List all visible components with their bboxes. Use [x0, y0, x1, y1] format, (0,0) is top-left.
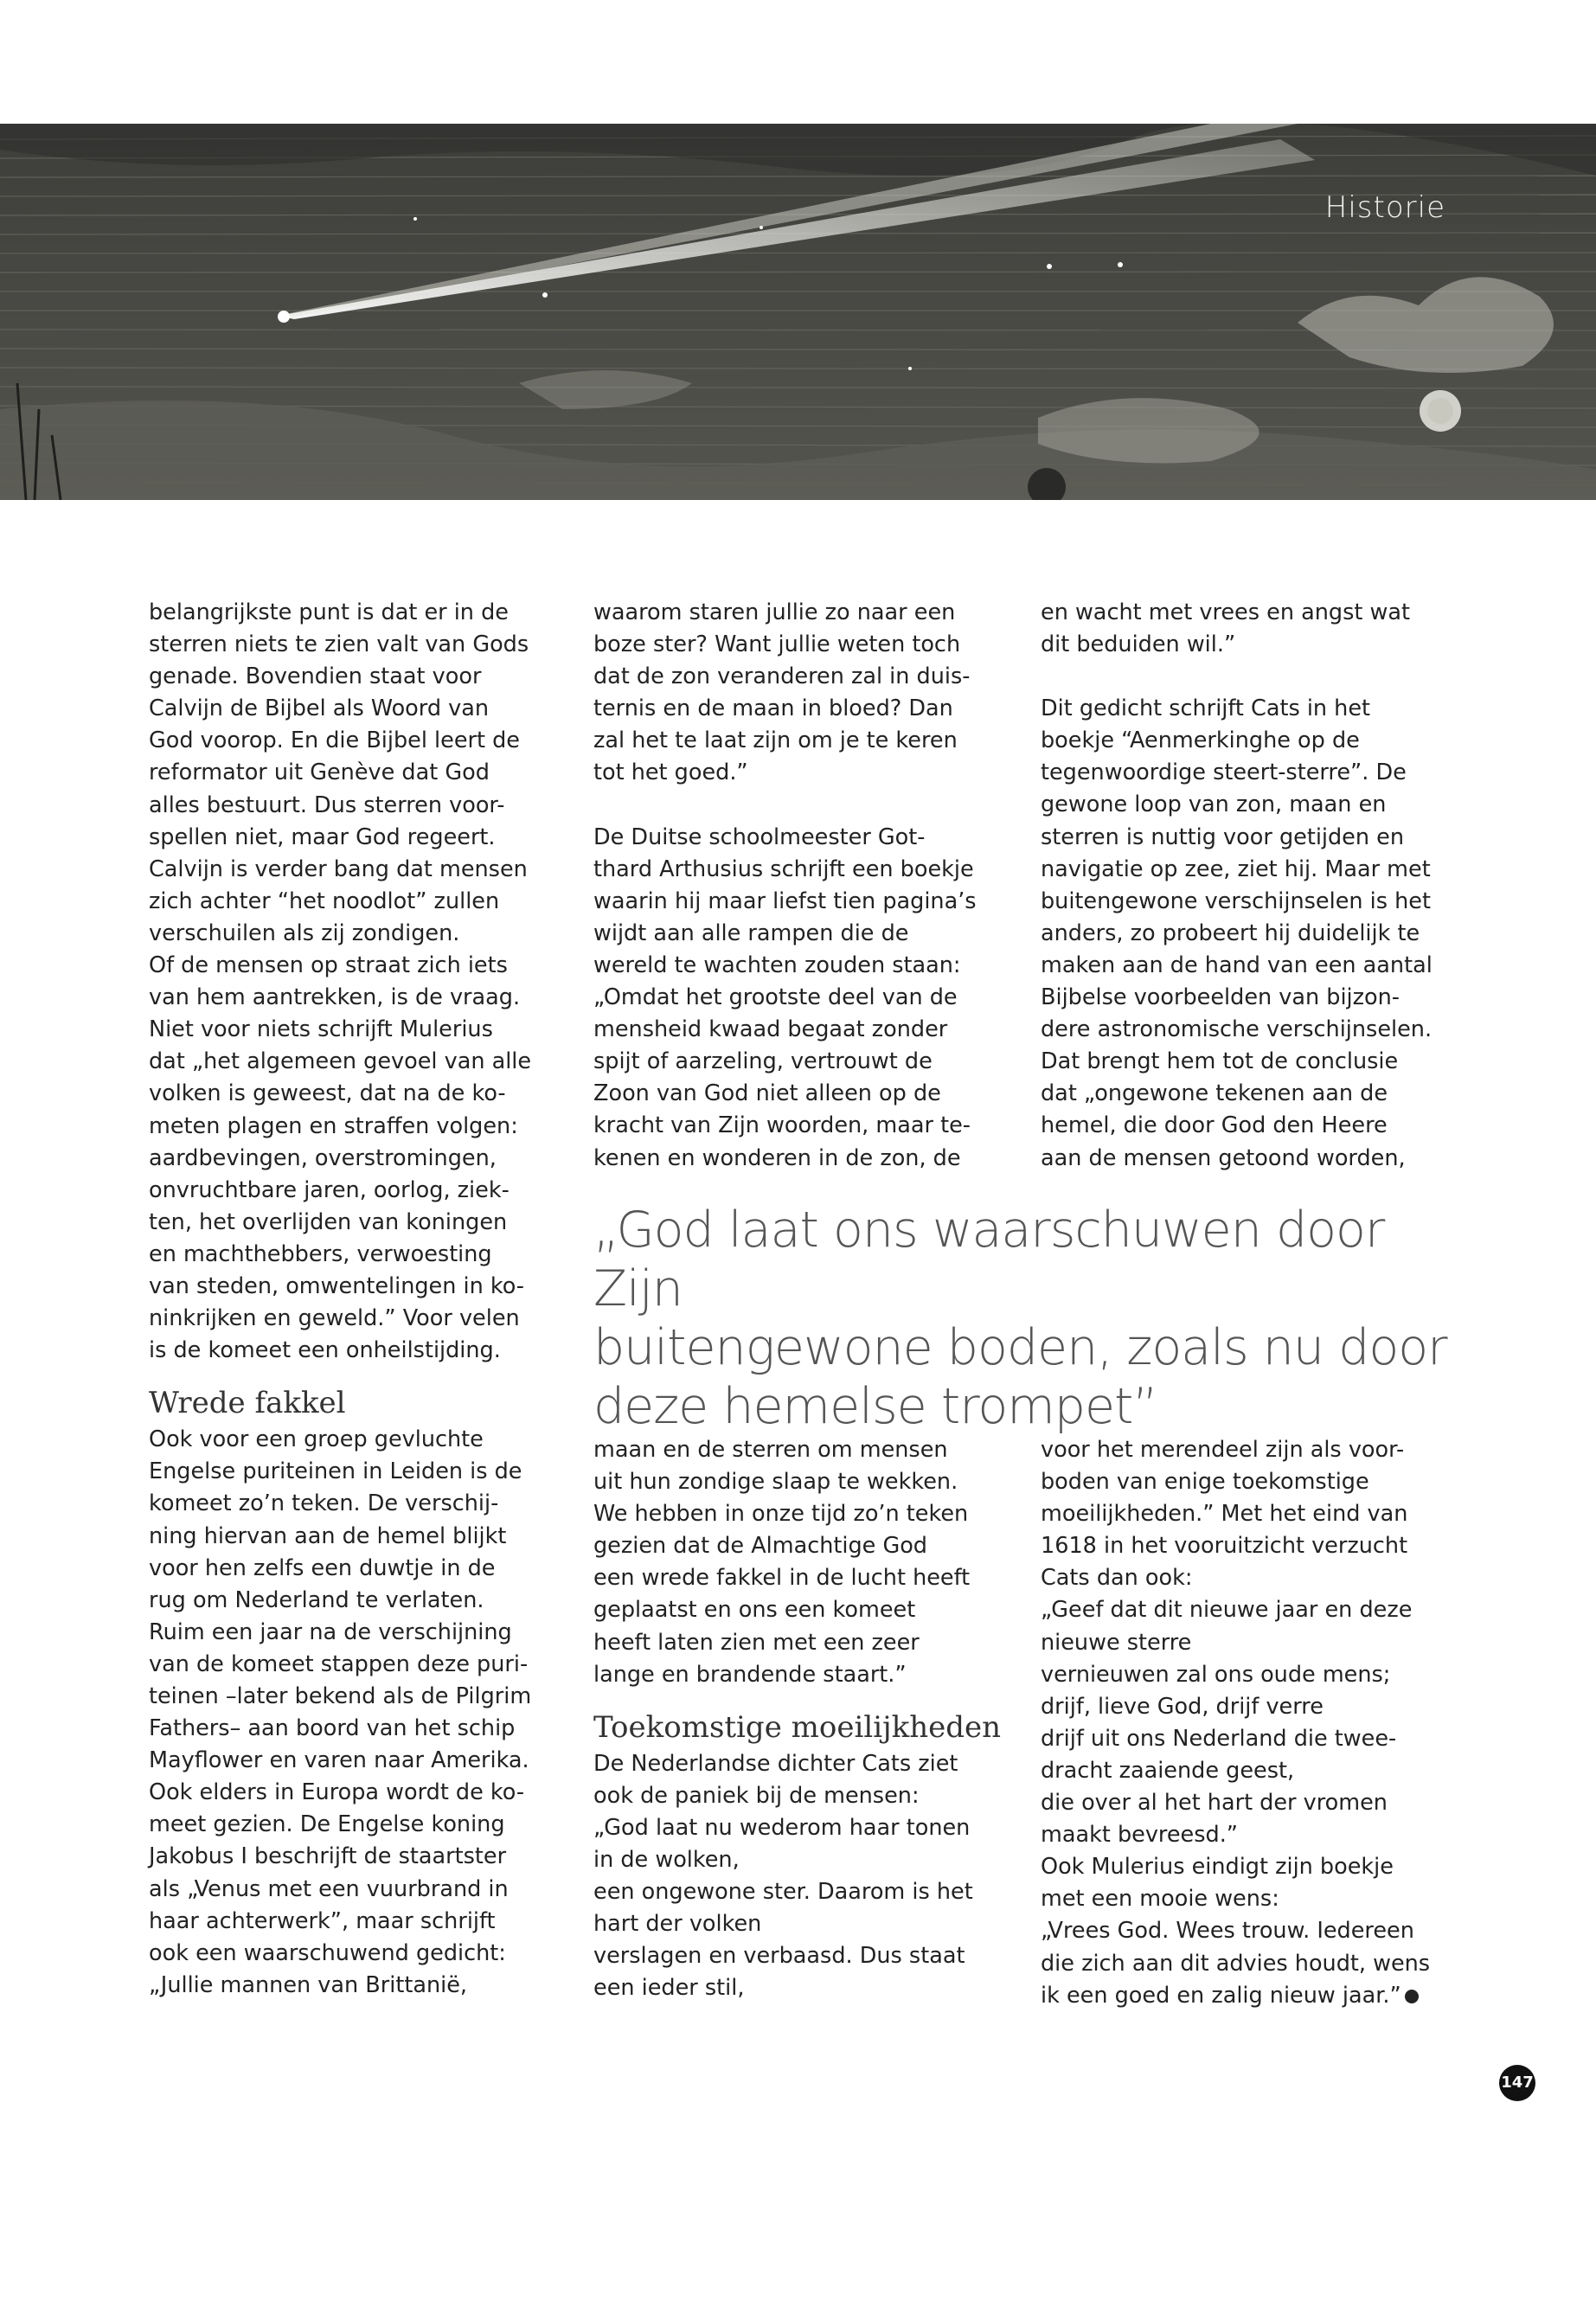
paragraph: waarom staren jullie zo naar een boze ster? Want jullie weten toch dat de zon veranderen zal in duis- ternis en de maan in bloed? Dan zal het te laat zijn om je te keren tot het goed.”	[593, 599, 971, 786]
article-column-3-bottom	[1041, 1434, 1473, 2012]
paragraph	[1041, 1434, 1473, 2012]
paragraph: belangrijkste punt is dat er in de sterren niets te zien valt van Gods genade. Bovendien staat voor Calvijn de Bijbel als Woord van God voorop. En die Bijbel leert de reformator uit Genève dat God alles bestuurt. Dus sterren voor- spellen niet, maar God regeert. Calvijn is verder bang dat mensen zich achter “het noodlot” zullen verschuilen als zij zondigen.	[149, 599, 529, 946]
pull-quote: „God laat ons waarschuwen door Zijn buitengewone boden, zoals nu door deze hemelse trompet”	[593, 1202, 1447, 1435]
paragraph: Ook voor een groep gevluchte Engelse puriteinen in Leiden is de komeet zo’n teken. De verschij- ning hiervan aan de hemel blijkt voor hen zelfs een duwtje in de rug om Nederland te verlaten. Ruim een jaar na de verschijning van de komeet stappen deze puri- teinen –later bekend als de Pilgrim Fathers– aan boord van het schip Mayflower en varen naar Amerika. Ook elders in Europa wordt de ko- meet gezien. De Engelse koning Jakobus I beschrijft de staartster als „Venus met een vuurbrand in haar achterwerk”, maar schrijft ook een waarschuwend gedicht: „Jullie mannen van Brittanië,	[149, 1426, 532, 1998]
paragraph: maan en de sterren om mensen uit hun zondige slaap te wekken. We hebben in onze tijd zo’n teken gezien dat de Almachtige God een wrede fakkel in de lucht heeft geplaatst en ons een komeet heeft laten zien met een zeer lange en brandende staart.”	[593, 1437, 971, 1688]
article-column-1	[149, 597, 581, 2002]
comet-engraving-icon	[0, 124, 1596, 500]
subheading-toekomstige-moeilijkheden: Toekomstige moeilijkheden	[593, 1709, 1002, 1745]
section-label: Historie	[1324, 190, 1445, 225]
end-of-article-bullet-icon	[1405, 1990, 1419, 2003]
paragraph: De Duitse schoolmeester Got- thard Arthusius schrijft een boekje waarin hij maar liefst tien pagina’s wijdt aan alle rampen die de wereld te wachten zouden staan: „Omdat het grootste deel van de mensheid kwaad begaat zonder spijt of aarzeling, vertrouwt de Zoon van God niet alleen op de kracht van Zijn woorden, maar te- kenen en wonderen in de zon, de	[593, 824, 977, 1171]
paragraph: Dit gedicht schrijft Cats in het boekje “Aenmerkinghe op de tegenwoordige steert-sterre”. De gewone loop van zon, maan en sterren is nuttig voor getijden en navigatie op zee, ziet hij. Maar met buitengewone verschijnselen is het anders, zo probeert hij duidelijk te maken aan de hand van een aantal Bijbelse voorbeelden van bijzon- dere astronomische verschijnselen. Dat brengt hem tot de conclusie dat „ongewone tekenen aan de hemel, die door God den Heere aan de mensen getoond worden,	[1041, 695, 1433, 1171]
paragraph: De Nederlandse dichter Cats ziet ook de paniek bij de mensen: „God laat nu wederom haar tonen in de wolken, een ongewone ster. Daarom is het hart der volken verslagen en verbaasd. Dus staat een ieder stil,	[593, 1750, 973, 2002]
header-banner-illustration	[0, 124, 1596, 500]
paragraph-text: voor het merendeel zijn als voor- boden van enige toekomstige moeilijkheden.” Met het eind van 1618 in het vooruitzicht verzucht Cats dan ook: „Geef dat dit nieuwe jaar en deze nieuwe sterre vernieuwen zal ons oude mens; drijf, lieve God, drijf verre drijf uit ons Nederland die twee- dracht zaaiende geest, die over al het hart der vromen maakt bevreesd.” Ook Mulerius eindigt zijn boekje met een mooie wens: „Vrees God. Wees trouw. Iedereen die zich aan dit advies houdt, wens ik een goed en zalig nieuw jaar.”	[1041, 1437, 1431, 2009]
article-column-2-bottom	[593, 1434, 1026, 2005]
article-column-3-top	[1041, 597, 1473, 1175]
page-number-badge: 147	[1499, 2065, 1535, 2101]
subheading-wrede-fakkel: Wrede fakkel	[149, 1386, 346, 1421]
paragraph: Of de mensen op straat zich iets van hem aantrekken, is de vraag. Niet voor niets schrijft Mulerius dat „het algemeen gevoel van alle volken is geweest, dat na de ko- meten plagen en straffen volgen: aardbevingen, overstromingen, onvruchtbare jaren, oorlog, ziek- ten, het overlijden van koningen en machthebbers, verwoesting van steden, omwentelingen in ko- ninkrijken en geweld.” Voor velen is de komeet een onheilstijding.	[149, 952, 532, 1364]
paragraph: en wacht met vrees en angst wat dit beduiden wil.”	[1041, 599, 1410, 658]
article-column-2-top	[593, 597, 1026, 1175]
